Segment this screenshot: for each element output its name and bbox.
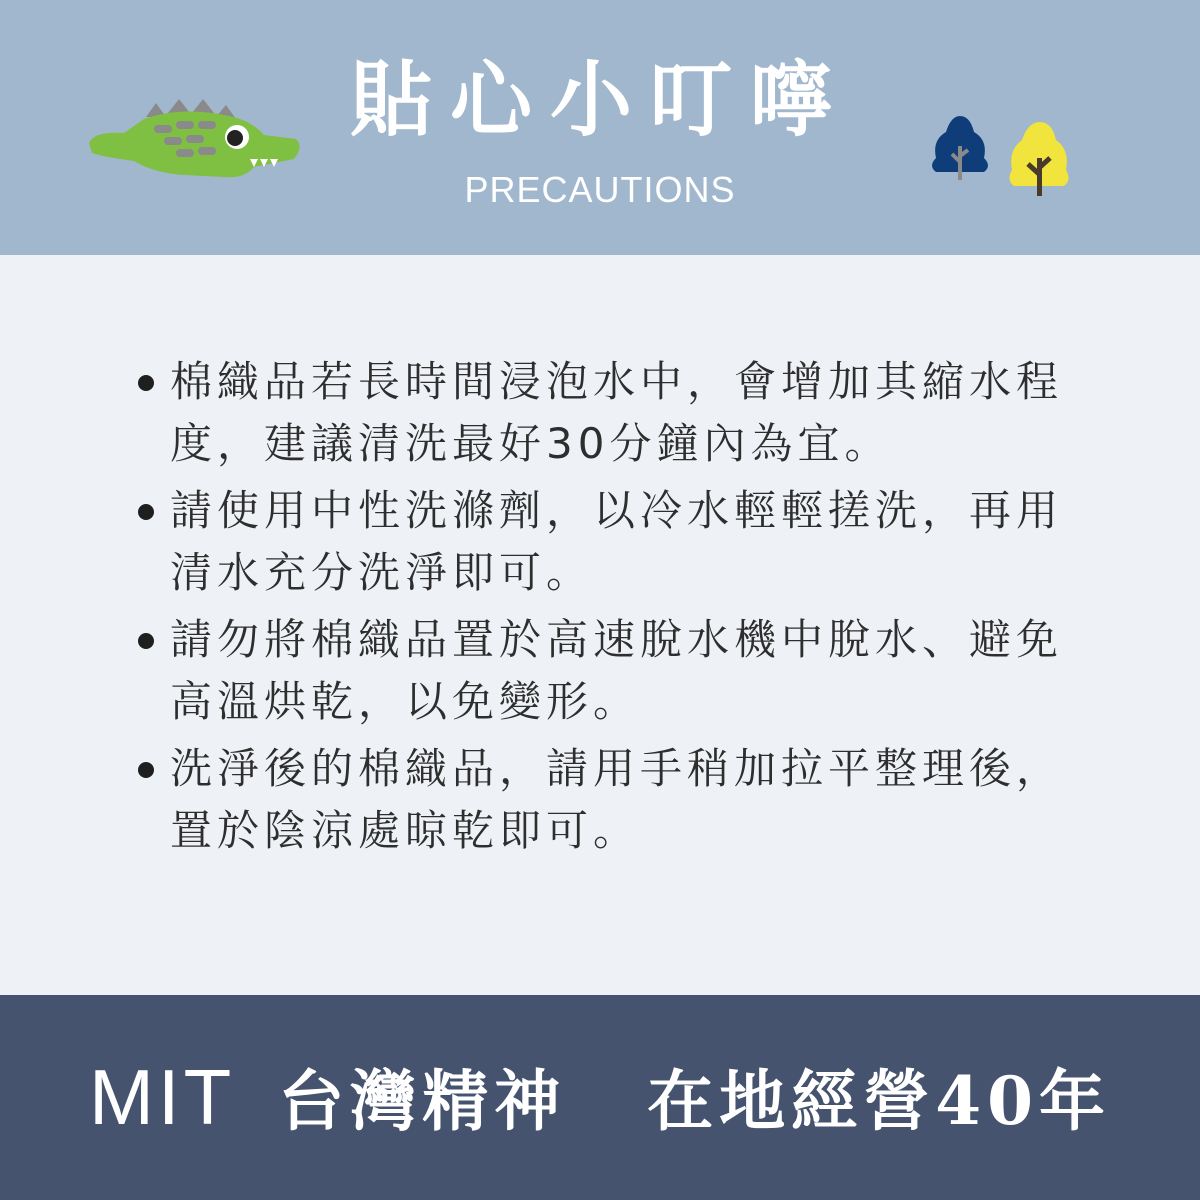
bullet-icon	[138, 504, 154, 520]
precaution-text: 請使用中性洗滌劑，以冷水輕輕搓洗，再用清水充分洗淨即可。	[170, 486, 1064, 597]
precautions-list	[130, 351, 1080, 867]
footer-slogan	[0, 1053, 1200, 1142]
list-item	[130, 480, 1070, 604]
bullet-icon	[138, 633, 154, 649]
slogan-local-40-years: 在地經營40年	[647, 1062, 1112, 1140]
precautions-section	[0, 255, 1200, 995]
precaution-text: 棉織品若長時間浸泡水中，會增加其縮水程度，建議清洗最好30分鐘內為宜。	[170, 357, 1064, 468]
list-item	[130, 609, 1070, 733]
precaution-text: 洗淨後的棉織品，請用手稍加拉平整理後，置於陰涼處晾乾即可。	[170, 744, 1064, 855]
bullet-icon	[138, 375, 154, 391]
header-banner	[0, 0, 1200, 255]
slogan-taiwan-spirit: 台灣精神	[278, 1062, 567, 1140]
page-title: 貼心小叮嚀	[349, 52, 850, 148]
trees-icon	[926, 112, 1076, 202]
page-subtitle: PRECAUTIONS	[464, 169, 736, 210]
mit-label: MIT	[88, 1053, 236, 1141]
list-item	[130, 351, 1070, 475]
list-item	[130, 738, 1070, 862]
footer-banner	[0, 995, 1200, 1200]
precaution-text: 請勿將棉織品置於高速脫水機中脫水、避免高溫烘乾，以免變形。	[170, 615, 1064, 726]
bullet-icon	[138, 762, 154, 778]
